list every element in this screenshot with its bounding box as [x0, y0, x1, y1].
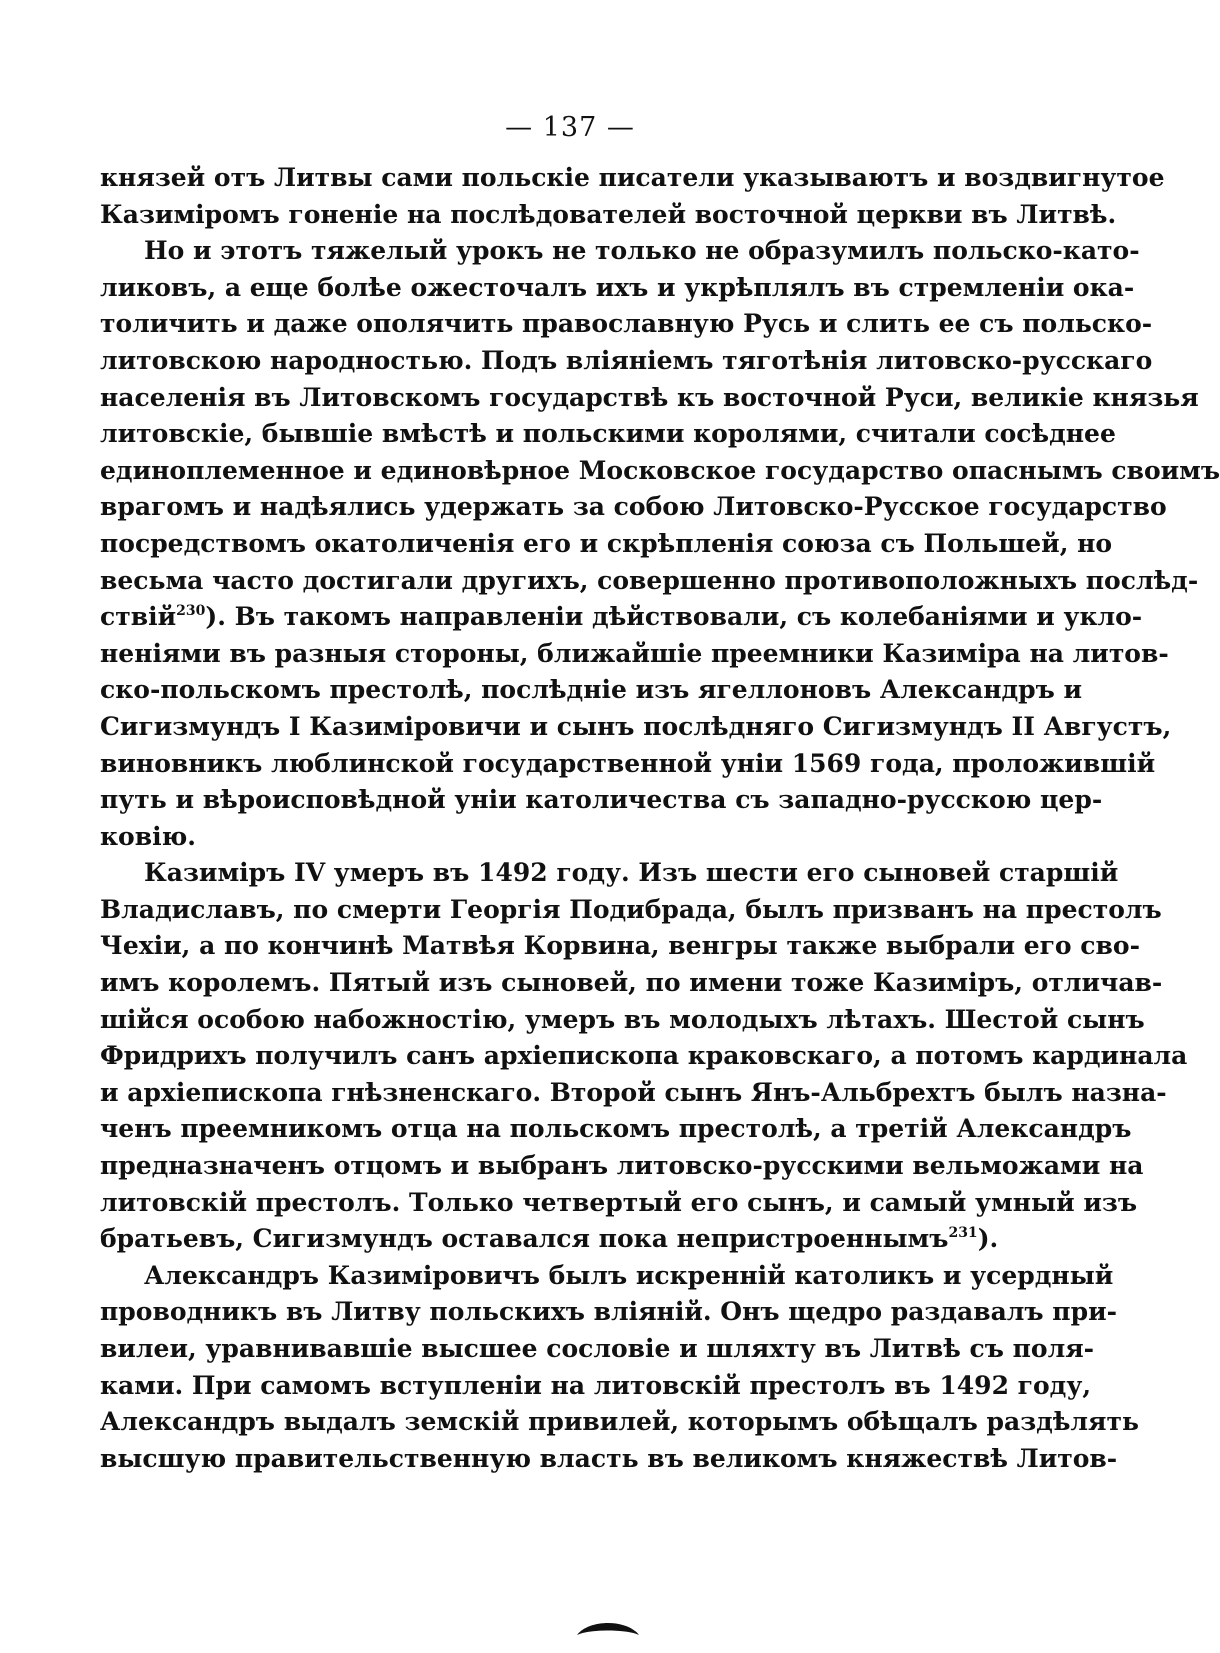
printer-ornament-icon: [575, 1615, 641, 1637]
line-text: ченъ преемникомъ отца на польскомъ престолѣ, а третій Александръ: [100, 1114, 1132, 1144]
text-line: [100, 197, 1117, 234]
line-text: ликовъ, а еще болѣе ожесточалъ ихъ и укрѣплялъ въ стремленіи ока-: [100, 272, 1135, 302]
line-text-continued: ). Въ такомъ направленіи дѣйствовали, съ колебаніями и уклo-: [205, 602, 1143, 632]
text-line: [100, 453, 1220, 490]
line-text: шійся особою набожностію, умеръ въ молодыхъ лѣтахъ. Шестой сынъ: [100, 1004, 1145, 1034]
line-text: имъ королемъ. Пятый изъ сыновей, по имени тоже Казиміръ, отличав-: [100, 968, 1163, 998]
text-line: [100, 709, 1172, 746]
line-text: литовскій престолъ. Только четвертый его сынъ, и самый умный изъ: [100, 1187, 1138, 1217]
text-line: [100, 343, 1153, 380]
text-line: [100, 855, 1119, 892]
line-text: высшую правительственную власть въ великомъ княжествѣ Литов-: [100, 1443, 1118, 1473]
line-text: братьевъ, Сигизмундъ оставался пока непристроеннымъ: [100, 1224, 949, 1254]
text-line: [100, 1111, 1132, 1148]
line-text: населенія въ Литовскомъ государствѣ къ восточной Руси, великіе князья: [100, 382, 1199, 412]
line-text: вилеи, уравнивавшіе высшее сословіе и шляхту въ Литвѣ съ поля-: [100, 1334, 1095, 1363]
text-line: [100, 1221, 1052, 1258]
text-line: [100, 233, 1140, 270]
page-text: [100, 160, 1220, 1477]
text-line: [100, 928, 1140, 965]
footnote-marker: 231: [948, 1225, 978, 1242]
line-text: ско-польскомъ престолѣ, послѣдніе изъ ягеллоновъ Александръ и: [100, 675, 1083, 705]
text-line: [100, 489, 1167, 526]
text-line: [100, 965, 1163, 1002]
line-text: толичить и даже ополячить православную Русь и слить ее съ польско-: [100, 309, 1153, 339]
line-text: Казиміромъ гоненіе на послѣдователей восточной церкви въ Литвѣ.: [100, 199, 1117, 229]
line-text: Владиславъ, по смерти Георгія Подибрада, былъ призванъ на престолъ: [100, 894, 1162, 924]
text-line: [100, 672, 1083, 709]
line-text: весьма часто достигали другихъ, совершенно противоположныхъ послѣд-: [100, 565, 1199, 595]
line-text: и архіепископа гнѣзненскаго. Второй сынъ Янъ-Альбрехтъ былъ назна-: [100, 1077, 1167, 1107]
text-line: [100, 636, 1169, 673]
text-line: [100, 782, 1103, 819]
text-line: [100, 416, 1116, 453]
line-text: единоплеменное и единовѣрное Московское государство опаснымъ своимъ: [100, 455, 1220, 485]
text-line: [100, 1404, 1139, 1441]
line-text: Александръ Казиміровичъ былъ искренній католикъ и усердный: [144, 1260, 1114, 1290]
text-line: [100, 1368, 1092, 1405]
line-text: путь и вѣроисповѣдной уніи католичества съ западно-русскою цер-: [100, 785, 1103, 815]
text-line: [100, 1148, 1144, 1185]
line-text: Александръ выдалъ земскій привилей, которымъ обѣщалъ раздѣлять: [100, 1407, 1139, 1437]
text-line: [100, 1185, 1138, 1222]
text-line: [100, 1258, 1114, 1295]
line-text: Фридрихъ получилъ санъ архіепископа краковскаго, а потомъ кардинала: [100, 1041, 1188, 1071]
line-text: Сигизмундъ I Казиміровичи и сынъ послѣдняго Сигизмундъ II Августъ,: [100, 711, 1172, 741]
line-text: ками. При самомъ вступленіи на литовскій престолъ въ 1492 году,: [100, 1370, 1092, 1400]
line-text-continued: ).: [977, 1224, 999, 1254]
line-text: Чехіи, а по кончинѣ Матвѣя Корвина, венгры также выбрали его сво-: [100, 931, 1140, 961]
line-text: князей отъ Литвы сами польскіе писатели указываютъ и воздвигнутое: [100, 163, 1165, 192]
line-text: неніями въ разныя стороны, ближайшіе преемники Казиміра на литов-: [100, 638, 1169, 668]
line-text: литовскіе, бывшіе вмѣстѣ и польскими королями, считали сосѣднее: [100, 419, 1116, 449]
text-line: [100, 1075, 1167, 1112]
line-text: ковію.: [100, 821, 196, 851]
page-number: — 137 —: [505, 112, 635, 143]
line-text: виновникъ люблинской государственной уніи 1569 года, проложившій: [100, 748, 1156, 778]
footnote-marker: 230: [176, 603, 206, 620]
text-line: [100, 526, 1113, 563]
text-line: [100, 819, 1052, 856]
text-line: [100, 563, 1199, 600]
text-line: [100, 1038, 1188, 1075]
text-line: [100, 1441, 1118, 1478]
text-line: [100, 270, 1135, 307]
text-line: [100, 892, 1162, 929]
line-text: Казиміръ IV умеръ въ 1492 году. Изъ шести его сыновей старшій: [144, 858, 1119, 888]
line-text: врагомъ и надѣялись удержать за собою Литовско-Русское государство: [100, 492, 1167, 522]
text-line: [100, 160, 1165, 197]
text-line: [100, 1331, 1095, 1368]
line-text: предназначенъ отцомъ и выбранъ литовско-русскими вельможами на: [100, 1151, 1144, 1181]
text-line: [100, 380, 1199, 417]
text-line: [100, 306, 1153, 343]
text-line: [100, 1294, 1117, 1331]
text-line: [100, 746, 1156, 783]
text-line: [100, 599, 1143, 636]
line-text: ствій: [100, 602, 177, 632]
line-text: литовскою народностью. Подъ вліяніемъ тяготѣнія литовско-русскаго: [100, 345, 1153, 375]
line-text: посредствомъ окатоличенія его и скрѣпленія союза съ Польшей, но: [100, 528, 1113, 558]
text-line: [100, 1002, 1145, 1039]
line-text: Но и этотъ тяжелый урокъ не только не образумилъ польско-като-: [144, 236, 1140, 266]
line-text: проводникъ въ Литву польскихъ вліяній. Онъ щедро раздавалъ при-: [100, 1297, 1117, 1327]
